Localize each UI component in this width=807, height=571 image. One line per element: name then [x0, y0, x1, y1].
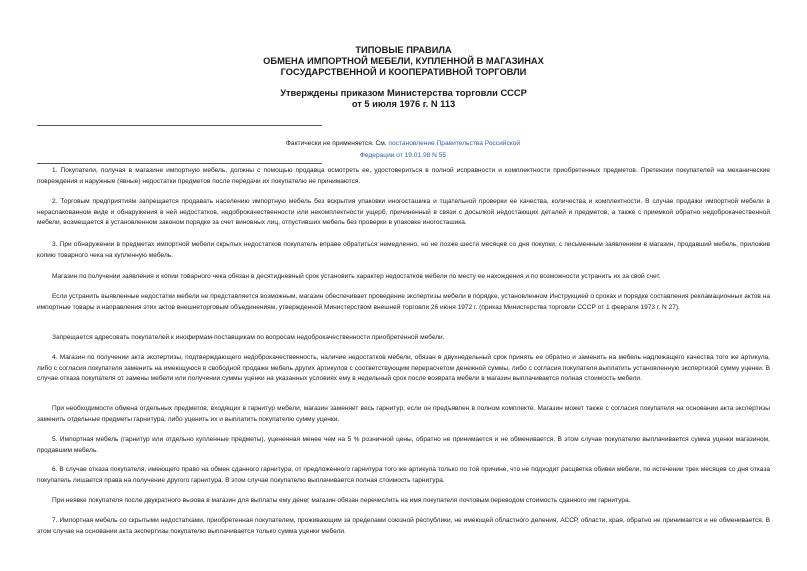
paragraph-1: 1. Покупатели, получая в магазине импортную мебель, должны с помощью продавца осмотреть ее, удостовериться в полной исправности и комплектности приобретенных предметов. Претензии покупателей на механические повреждения и наружные (явные) недостатки предметов после передачи их покупателю не принимаются. — [37, 167, 770, 185]
notice-prefix: Фактически не применяется. См. — [285, 140, 389, 147]
title-line-2: ОБМЕНА ИМПОРТНОЙ МЕБЕЛИ, КУПЛЕННОЙ В МАГАЗИНАХ — [263, 56, 544, 66]
approval-line-2: от 5 июля 1976 г. N 113 — [351, 99, 456, 109]
document-title — [0, 45, 807, 110]
notice-link-part-2[interactable]: Федерации от 19.01.98 N 55 — [359, 152, 447, 159]
paragraph-10: 6. В случае отказа покупателя, имеющего право на обмен сданного гарнитура, от предложенного гарнитура того же артикула только по той причине, что не подходит расцветка обивки мебели, по истечении трех месяцев со дня отказа покупатель лишается права на получение другого гарнитура. В этом случае покупателю выплачивается полная стоимость гарнитура. — [37, 466, 770, 484]
title-line-3: ГОСУДАРСТВЕННОЙ И КООПЕРАТИВНОЙ ТОРГОВЛИ — [280, 67, 527, 77]
status-notice — [230, 138, 576, 162]
paragraph-12: 7. Импортная мебель со скрытыми недостатками, приобретенная покупателем, проживающим за пределами союзной республики, не имеющей областного деления, АССР, области, края, обратно не принимается и не обменивается. В этом случае на основании акта экспертизы покупателю выплачивается только сумма уценки мебели. — [37, 517, 770, 535]
top-divider — [37, 125, 322, 126]
title-line-1: ТИПОВЫЕ ПРАВИЛА — [355, 45, 452, 55]
paragraph-7: 4. Магазин по получении акта экспертизы, подтверждающего недоброкачественность, наличие недостатков мебели, обязан в двухнедельный срок принять ее обратно и заменить на мебель надлежащего качества того же артикула, либо с согласия покупателя заменить на имеющуюся в свободной продаже мебель других артикулов с соответствующим перерасчетом денежной суммы, либо с согласия покупателя выплатить установленную экспертизой сумму уценки. В случае отказа покупателя от замены мебели или получении суммы уценки на указанных условиях ему в недельный срок после возврата мебели в магазин выплачивается полная стоимость мебели. — [37, 354, 770, 382]
paragraph-9: 5. Импортная мебель (гарнитур или отдельно купленные предметы), уцененная менее чем на 5 % розничной цены, обратно не принимается и не обменивается. В этом случае покупателю выплачивается сумма уценки магазином, продавшим мебель. — [37, 436, 770, 454]
paragraph-5: Если устранить выявленные недостатки мебели не представляется возможным, магазин обеспечивает проведение экспертизы мебели в порядке, установленном Инструкцией о сроках и порядке составления рекламационных актов на импортные товары и направления этих актов внешнеторговым объединениям, утвержденной Министерством внешней торговли 26 июня 1972 г. (приказ Министерства торговли СССР от 1 февраля 1973 г. N 27). — [37, 293, 770, 311]
notice-link-part-1[interactable]: постановление Правительства Российской — [388, 140, 521, 147]
paragraph-3: 3. При обнаружении в предметах импортной мебели скрытых недостатков покупатель вправе обратиться немедленно, но не позже шести месяцев со дня покупки, с письменным заявлением в магазин, продавший мебель, приложив копию товарного чека на купленную мебель. — [37, 241, 770, 259]
paragraph-4: Магазин по получении заявления и копии товарного чека обязан в десятидневный срок установить характер недостатков мебели по месту ее нахождения и по возможности устранить их за свой счет. — [52, 273, 661, 280]
bottom-divider — [37, 163, 322, 164]
paragraph-8: При необходимости обмена отдельных предметов, входящих в гарнитур мебели, магазин заменяет весь гарнитур, если он предъявлен в полном комплекте. Магазин может также с согласия покупателя на основании акта экспертизы заменить отдельные предметы гарнитура, либо уценить их и выплатить покупателю сумму уценки. — [37, 405, 770, 423]
approval-line-1: Утверждены приказом Министерства торговли СССР — [280, 88, 527, 98]
paragraph-11: При неявке покупателя после двукратного вызова в магазин для выплаты ему денег магазин обязан перечислить на имя покупателя почтовым переводом стоимость сданного им гарнитура. — [52, 497, 631, 504]
paragraph-6: Запрещается адресовать покупателей к инофирмам-поставщикам по вопросам недоброкачественности приобретенной мебели. — [52, 334, 445, 341]
paragraph-2: 2. Торговым предприятиям запрещается продавать населению импортную мебель без вскрытия упаковки иногосташика и тщательной проверки ее качества, количества и комплектности. В случае продажи импортной мебели в нераспакованном виде и обнаружения в ней недостатков, недоброкачественности или некомплектности ущерб, причиненный в связи с досылкой недостающих деталей и предметов, а также с приемкой обратно недоброкачественной мебели, возмещается в установленном законом порядке за счет виновных лиц, отпустивших мебель без проверки в упаковке иногосташика. — [37, 198, 770, 226]
